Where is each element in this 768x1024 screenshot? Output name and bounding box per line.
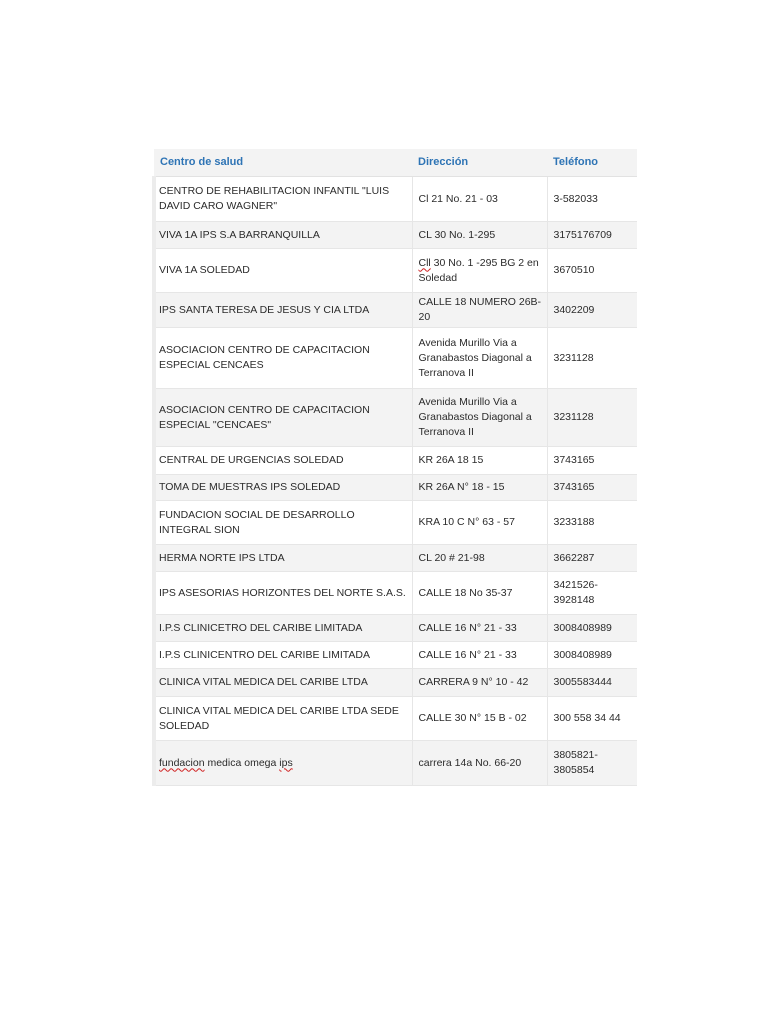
cell-address: KR 26A 18 15: [412, 447, 547, 475]
cell-address: CALLE 16 N° 21 - 33: [412, 642, 547, 669]
table-row: [154, 545, 637, 572]
cell-address: KRA 10 C N° 63 - 57: [412, 501, 547, 545]
cell-address: [412, 249, 547, 293]
table-row: [154, 669, 637, 697]
cell-health-center: ASOCIACION CENTRO DE CAPACITACION ESPECIAL "CENCAES": [154, 389, 412, 447]
cell-address: CALLE 16 N° 21 - 33: [412, 615, 547, 642]
cell-health-center: IPS ASESORIAS HORIZONTES DEL NORTE S.A.S.: [154, 572, 412, 615]
cell-phone: 3231128: [547, 328, 637, 389]
table-header: [154, 149, 637, 177]
cell-phone: 3008408989: [547, 615, 637, 642]
cell-health-center: HERMA NORTE IPS LTDA: [154, 545, 412, 572]
cell-health-center: TOMA DE MUESTRAS IPS SOLEDAD: [154, 475, 412, 501]
table-row: [154, 328, 637, 389]
cell-address: CARRERA 9 N° 10 - 42: [412, 669, 547, 697]
cell-health-center: ASOCIACION CENTRO DE CAPACITACION ESPECIAL CENCAES: [154, 328, 412, 389]
cell-address: Avenida Murillo Via a Granabastos Diagonal a Terranova II: [412, 389, 547, 447]
table-row: [154, 615, 637, 642]
cell-phone: 3743165: [547, 475, 637, 501]
header-row: [154, 149, 637, 177]
spellcheck-word: Cll: [418, 256, 431, 269]
table-row: [154, 389, 637, 447]
cell-phone: 3008408989: [547, 642, 637, 669]
cell-phone: 3231128: [547, 389, 637, 447]
address-rest: 30 No. 1 -295 BG 2 en Soledad: [418, 256, 539, 284]
table-row: [154, 475, 637, 501]
cell-health-center: [154, 741, 412, 786]
cell-health-center: I.P.S CLINICENTRO DEL CARIBE LIMITADA: [154, 642, 412, 669]
cell-health-center: IPS SANTA TERESA DE JESUS Y CIA LTDA: [154, 293, 412, 328]
table-row: [154, 293, 637, 328]
table-row: [154, 177, 637, 222]
cell-address: CALLE 18 No 35-37: [412, 572, 547, 615]
header-health-center: Centro de salud: [154, 149, 412, 177]
cell-address: CALLE 30 N° 15 B - 02: [412, 697, 547, 741]
cell-health-center: CENTRO DE REHABILITACION INFANTIL "LUIS DAVID CARO WAGNER": [154, 177, 412, 222]
health-centers-table: [152, 149, 637, 786]
cell-phone: 3005583444: [547, 669, 637, 697]
cell-address: CL 30 No. 1-295: [412, 222, 547, 249]
cell-phone: 3662287: [547, 545, 637, 572]
spellcheck-word: fundacion: [159, 756, 205, 769]
table-row: [154, 249, 637, 293]
table-row: [154, 741, 637, 786]
cell-health-center: CENTRAL DE URGENCIAS SOLEDAD: [154, 447, 412, 475]
cell-health-center: VIVA 1A IPS S.A BARRANQUILLA: [154, 222, 412, 249]
cell-phone: 3421526-3928148: [547, 572, 637, 615]
table-body: [154, 177, 637, 786]
table-row: [154, 697, 637, 741]
cell-phone: 3743165: [547, 447, 637, 475]
cell-health-center: VIVA 1A SOLEDAD: [154, 249, 412, 293]
cell-address: Cl 21 No. 21 - 03: [412, 177, 547, 222]
cell-address: carrera 14a No. 66-20: [412, 741, 547, 786]
cell-address: CL 20 # 21-98: [412, 545, 547, 572]
cell-health-center: I.P.S CLINICETRO DEL CARIBE LIMITADA: [154, 615, 412, 642]
cell-health-center: FUNDACION SOCIAL DE DESARROLLO INTEGRAL SION: [154, 501, 412, 545]
cell-phone: 300 558 34 44: [547, 697, 637, 741]
cell-phone: 3-582033: [547, 177, 637, 222]
table-row: [154, 572, 637, 615]
cell-phone: 3402209: [547, 293, 637, 328]
cell-phone: 3233188: [547, 501, 637, 545]
table-row: [154, 501, 637, 545]
table-row: [154, 447, 637, 475]
spellcheck-word: ips: [279, 756, 293, 769]
cell-address: KR 26A N° 18 - 15: [412, 475, 547, 501]
cell-phone: 3805821-3805854: [547, 741, 637, 786]
cell-phone: 3670510: [547, 249, 637, 293]
cell-phone: 3175176709: [547, 222, 637, 249]
name-middle: medica omega: [207, 756, 277, 769]
header-phone: Teléfono: [547, 149, 637, 177]
cell-address: Avenida Murillo Via a Granabastos Diagonal a Terranova II: [412, 328, 547, 389]
header-address: Dirección: [412, 149, 547, 177]
cell-health-center: CLINICA VITAL MEDICA DEL CARIBE LTDA SEDE SOLEDAD: [154, 697, 412, 741]
table-row: [154, 222, 637, 249]
table-row: [154, 642, 637, 669]
cell-health-center: CLINICA VITAL MEDICA DEL CARIBE LTDA: [154, 669, 412, 697]
cell-address: CALLE 18 NUMERO 26B-20: [412, 293, 547, 328]
